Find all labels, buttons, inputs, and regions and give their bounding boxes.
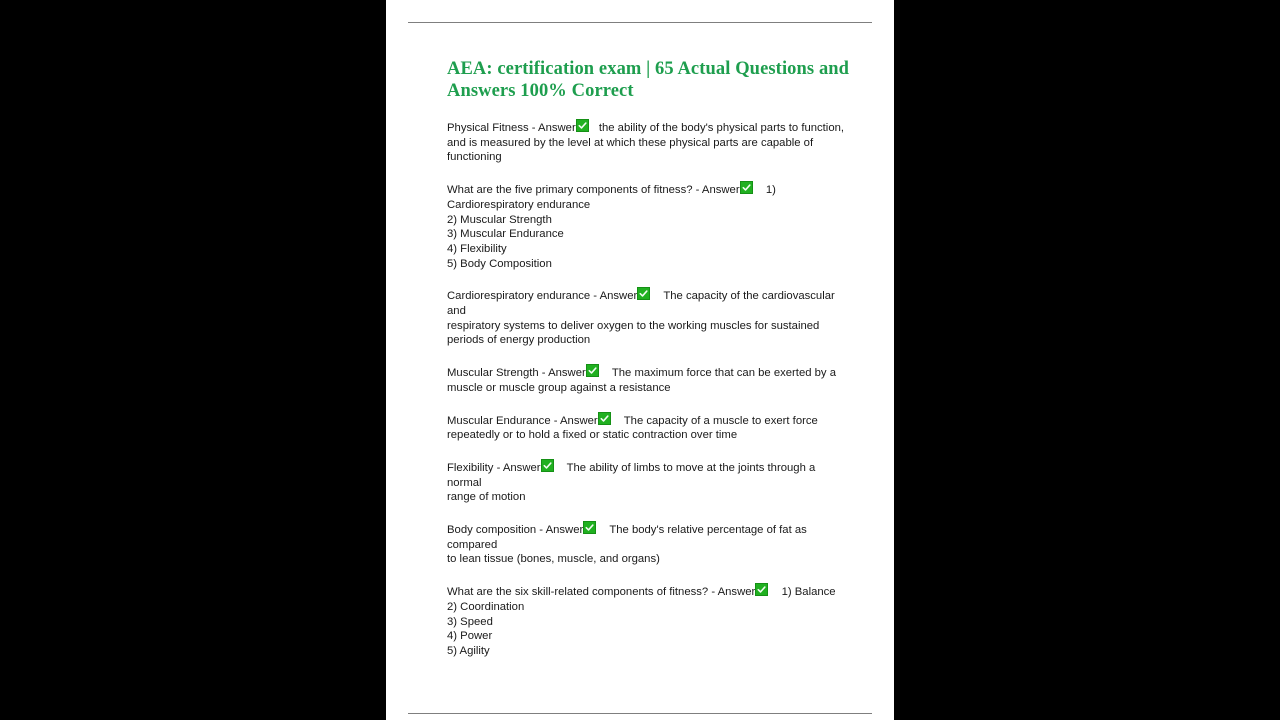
qa-answer-line: 1) Balance: [775, 586, 836, 599]
qa-answer-line: 5) Agility: [447, 644, 490, 657]
green-check-box-icon: [541, 459, 554, 472]
qa-prompt: Body composition - Answer: [447, 524, 584, 537]
qa-block: [447, 412, 851, 443]
qa-answer-line: 5) Body Composition: [447, 257, 552, 270]
qa-answer-line: 4) Power: [447, 630, 493, 643]
qa-block: [447, 521, 851, 567]
qa-prompt: Muscular Endurance - Answer: [447, 414, 598, 427]
qa-answer-line: 2) Coordination: [447, 600, 525, 613]
qa-prompt: Flexibility - Answer: [447, 461, 541, 474]
qa-answer-line: range of motion: [447, 491, 526, 504]
qa-answer-line: 2) Muscular Strength: [447, 213, 552, 226]
qa-first-line: [447, 287, 851, 318]
green-check-box-icon: [740, 181, 753, 194]
qa-block-list: [447, 119, 851, 659]
qa-prompt: What are the five primary components of fitness? - Answer: [447, 184, 740, 197]
qa-lines: [447, 181, 851, 271]
qa-answer-line: The capacity of the cardiovascular and: [447, 290, 838, 318]
qa-answer-line: periods of energy production: [447, 334, 591, 347]
header-divider-rule: [408, 22, 872, 23]
qa-answer-line: 3) Speed: [447, 615, 493, 628]
document-content: [447, 58, 851, 675]
qa-answer-line: The ability of limbs to move at the joints through a normal: [447, 461, 819, 489]
qa-lines: [447, 119, 851, 165]
qa-lines: [447, 583, 851, 659]
qa-answer-line: and is measured by the level at which these physical parts are capable of: [447, 136, 814, 149]
green-check-box-icon: [755, 583, 768, 596]
qa-answer-line: 3) Muscular Endurance: [447, 228, 564, 241]
qa-block: [447, 119, 851, 165]
qa-answer-line: The capacity of a muscle to exert force: [617, 414, 818, 427]
page-title: AEA: certification exam | 65 Actual Questions and Answers 100% Correct: [447, 59, 850, 101]
qa-lines: [447, 459, 851, 505]
qa-block: [447, 181, 851, 271]
qa-answer-line: functioning: [447, 151, 502, 164]
qa-lines: [447, 412, 851, 443]
qa-block: [447, 287, 851, 348]
qa-first-line: [447, 459, 851, 490]
qa-prompt: Physical Fitness - Answer: [447, 122, 576, 134]
qa-answer-line: The maximum force that can be exerted by a: [605, 367, 837, 380]
qa-first-line: [447, 119, 851, 136]
green-check-box-icon: [586, 364, 599, 377]
qa-answer-line: 1): [759, 184, 776, 197]
qa-prompt: Cardiorespiratory endurance - Answer: [447, 290, 638, 303]
qa-answer-line: Cardiorespiratory endurance: [447, 198, 591, 211]
qa-lines: [447, 521, 851, 567]
qa-prompt: Muscular Strength - Answer: [447, 367, 586, 380]
qa-prompt: What are the six skill-related components of fitness? - Answer: [447, 586, 756, 599]
footer-divider-rule: [408, 713, 872, 714]
qa-block: [447, 459, 851, 505]
document-page: [386, 0, 894, 720]
qa-answer-line: to lean tissue (bones, muscle, and organs): [447, 553, 660, 566]
qa-answer-line: respiratory systems to deliver oxygen to the working muscles for sustained: [447, 319, 820, 332]
qa-block: [447, 364, 851, 395]
green-check-box-icon: [598, 412, 611, 425]
qa-first-line: [447, 364, 851, 381]
qa-answer-line: muscle or muscle group against a resistance: [447, 381, 671, 394]
qa-first-line: [447, 583, 851, 600]
green-check-box-icon: [637, 287, 650, 300]
qa-answer-line: repeatedly or to hold a fixed or static contraction over time: [447, 429, 738, 442]
qa-lines: [447, 364, 851, 395]
qa-answer-line: The body's relative percentage of fat as compared: [447, 524, 810, 551]
qa-answer-line: the ability of the body's physical parts to function,: [595, 122, 845, 134]
qa-answer-line: 4) Flexibility: [447, 242, 507, 255]
green-check-box-icon: [583, 521, 596, 534]
qa-first-line: [447, 521, 851, 552]
qa-block: [447, 583, 851, 659]
qa-first-line: [447, 181, 851, 198]
qa-lines: [447, 287, 851, 348]
qa-first-line: [447, 412, 851, 429]
green-check-box-icon: [576, 119, 589, 132]
